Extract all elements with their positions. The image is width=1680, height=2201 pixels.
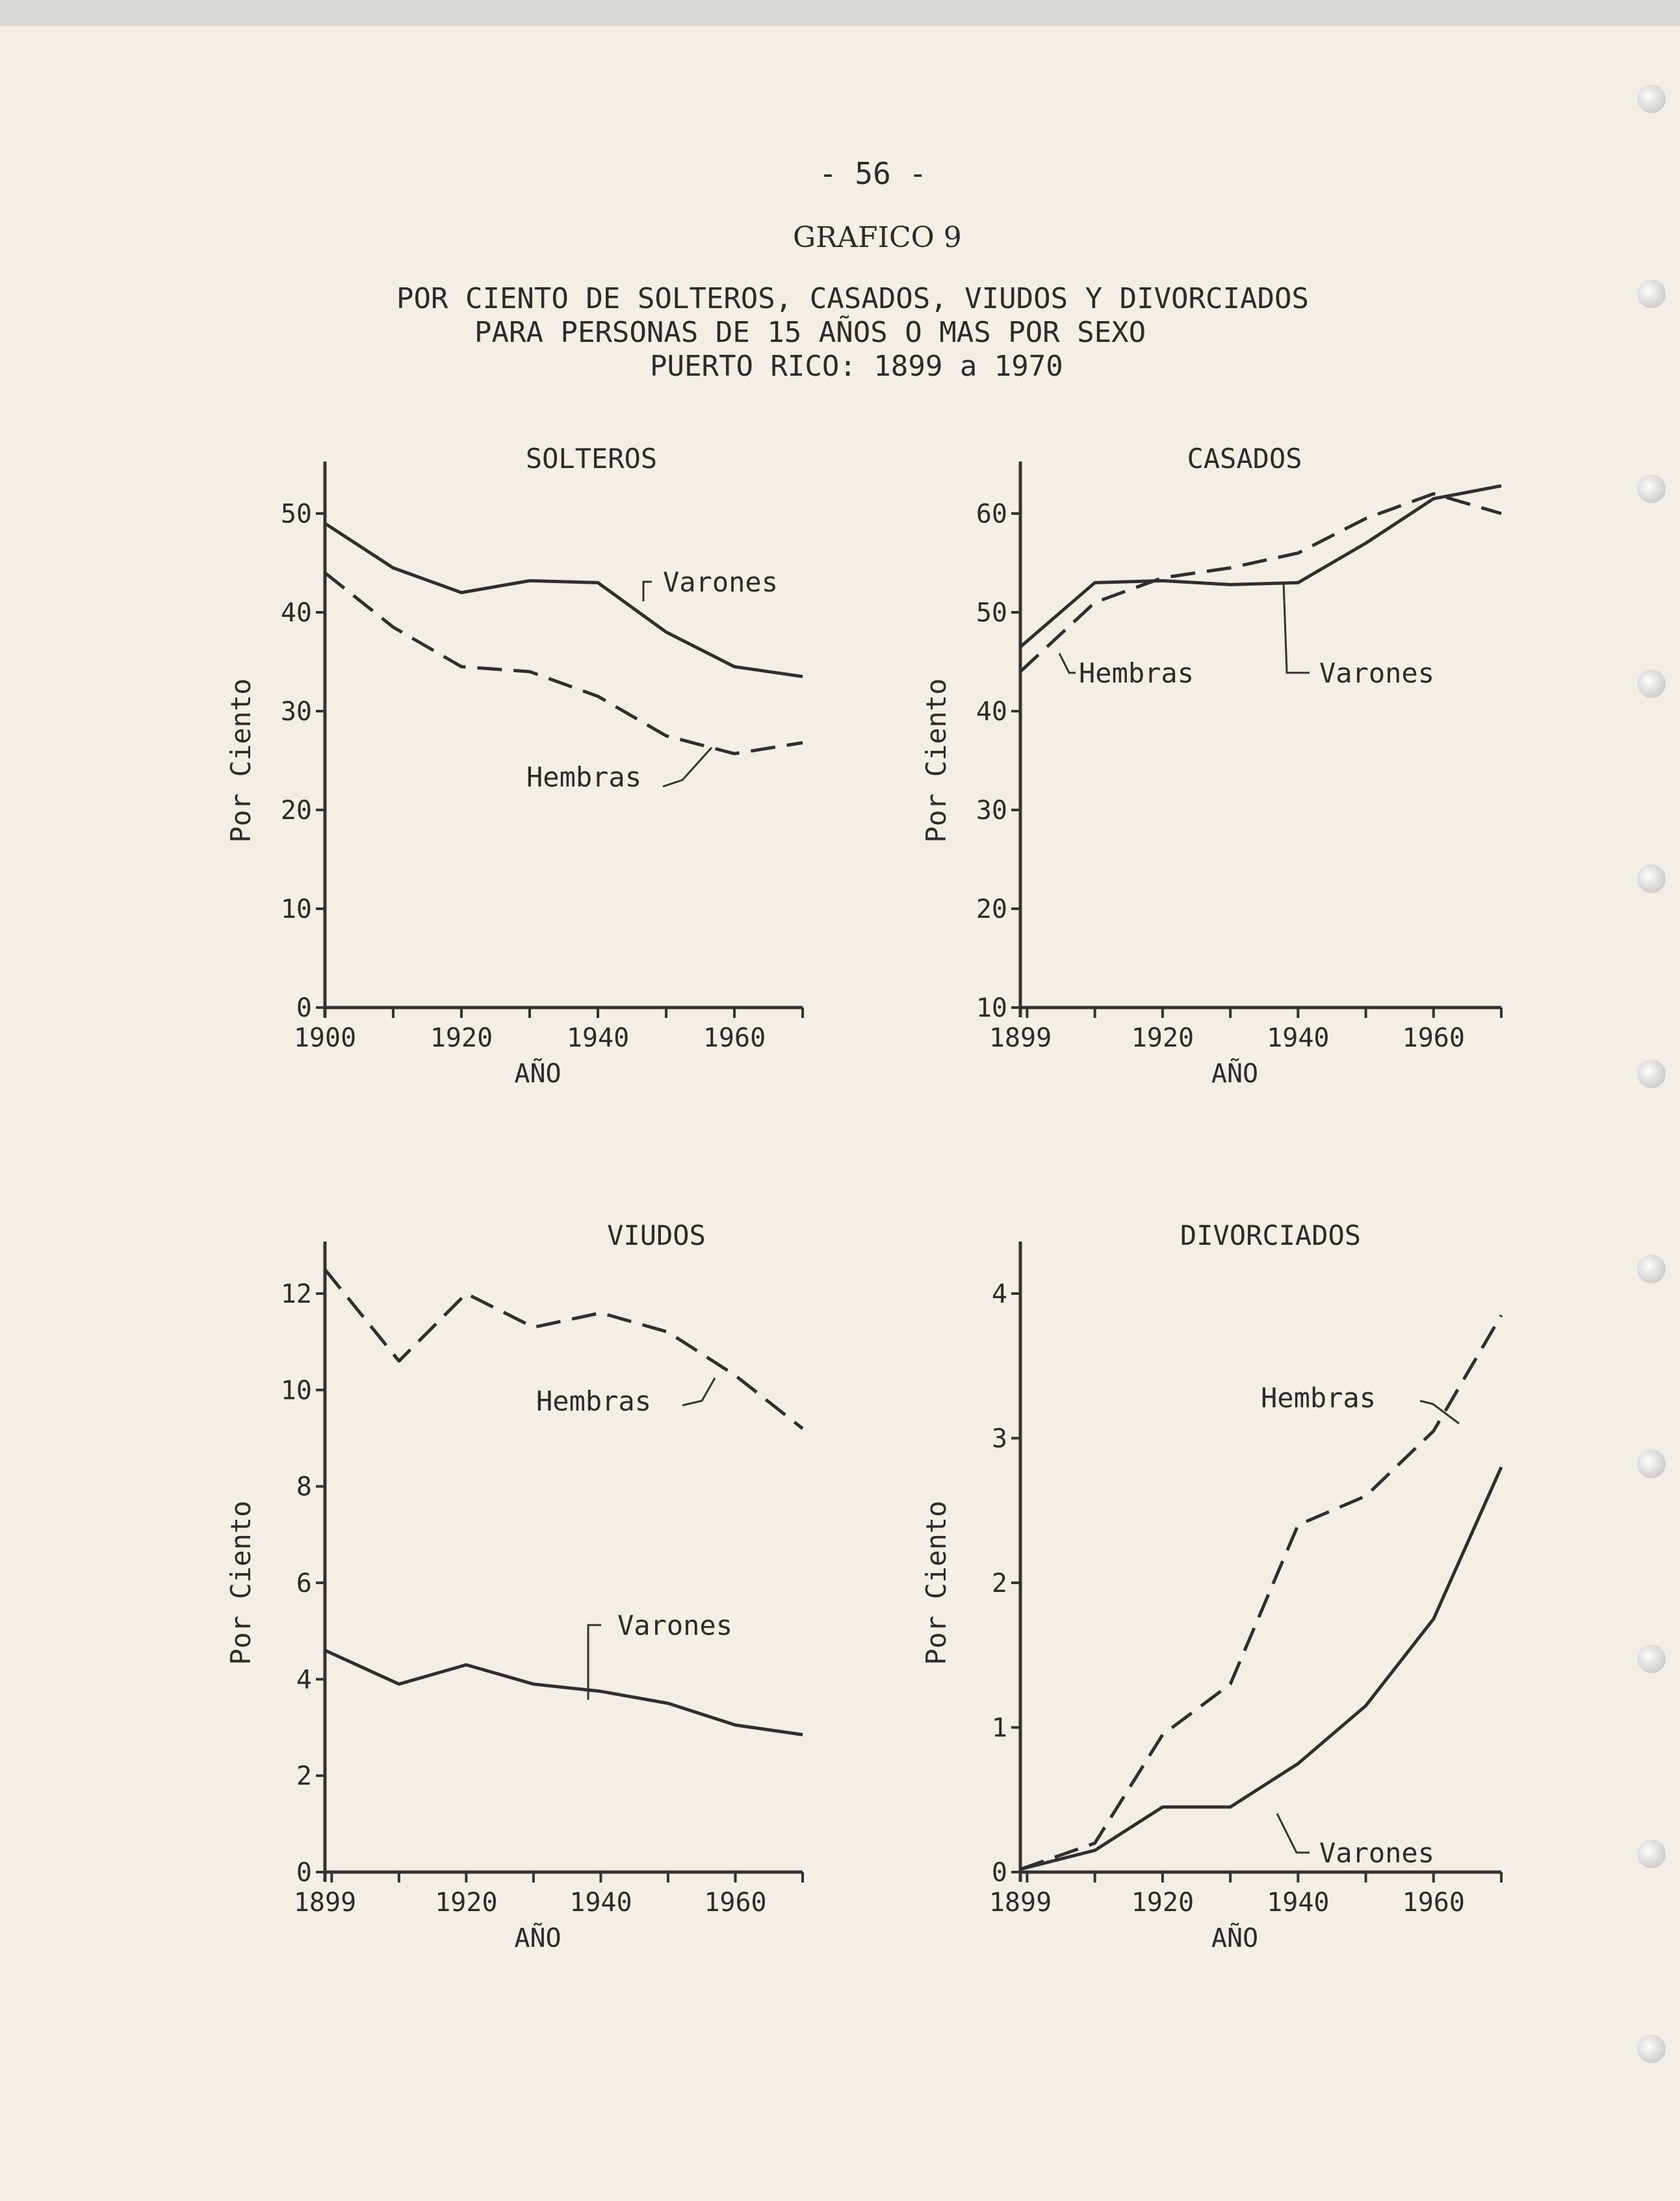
y-tick-label: 3: [991, 1424, 1007, 1454]
y-axis-label: Por Ciento: [920, 678, 952, 843]
series-label-hembras: Hembras: [1261, 1382, 1376, 1414]
series-label-varones: Varones: [1319, 657, 1435, 689]
series-line-varones: [1020, 486, 1501, 647]
page-number: - 56 -: [819, 156, 927, 191]
x-tick-label: 1899: [293, 1888, 357, 1918]
leader-line: [1284, 582, 1310, 673]
x-tick-label: 1940: [1267, 1023, 1330, 1053]
leader-line: [682, 1378, 715, 1405]
chart-title: SOLTEROS: [525, 443, 658, 475]
series-line-varones: [325, 523, 803, 677]
chart-solteros: [225, 443, 803, 1089]
y-tick-label: 40: [280, 598, 312, 628]
y-tick-label: 0: [296, 993, 312, 1023]
leader-line: [1059, 653, 1076, 673]
chart-title: CASADOS: [1187, 443, 1302, 475]
y-tick-label: 20: [280, 796, 312, 826]
series-label-hembras: Hembras: [536, 1385, 652, 1417]
y-tick-label: 4: [296, 1665, 312, 1695]
chart-divorciados: [920, 1219, 1501, 1953]
y-axis-label: Por Ciento: [920, 1500, 952, 1665]
y-tick-label: 2: [296, 1761, 312, 1791]
y-tick-label: 50: [280, 499, 312, 529]
x-tick-label: 1920: [1131, 1888, 1195, 1918]
chart-casados: [920, 443, 1501, 1089]
series-label-varones: Varones: [617, 1609, 733, 1641]
x-tick-label: 1899: [989, 1023, 1052, 1053]
y-tick-label: 8: [296, 1472, 312, 1502]
figure-heading: GRAFICO 9: [793, 221, 962, 254]
leader-line: [1277, 1814, 1310, 1853]
figure-title-line-3: PUERTO RICO: 1899 a 1970: [650, 350, 1063, 383]
x-tick-label: 1920: [430, 1023, 493, 1053]
y-tick-label: 30: [976, 796, 1007, 826]
x-tick-label: 1960: [704, 1888, 767, 1918]
x-tick-label: 1960: [703, 1023, 766, 1053]
x-tick-label: 1920: [435, 1888, 498, 1918]
series-line-varones: [325, 1650, 803, 1735]
series-label-hembras: Hembras: [1079, 657, 1195, 689]
y-tick-label: 2: [991, 1569, 1007, 1598]
y-axis-label: Por Ciento: [225, 678, 257, 843]
y-tick-label: 12: [280, 1279, 312, 1309]
y-tick-label: 0: [296, 1858, 312, 1888]
leader-line: [643, 582, 652, 601]
y-tick-label: 1: [991, 1713, 1007, 1743]
x-axis-label: AÑO: [514, 1059, 562, 1089]
y-tick-label: 0: [991, 1858, 1007, 1888]
y-tick-label: 50: [976, 598, 1007, 628]
x-tick-label: 1899: [989, 1888, 1052, 1918]
series-line-varones: [1020, 1467, 1501, 1869]
leader-line: [663, 748, 712, 787]
y-tick-label: 20: [976, 894, 1007, 924]
series-label-hembras: Hembras: [526, 761, 642, 793]
x-tick-label: 1940: [1267, 1888, 1330, 1918]
y-axis-label: Por Ciento: [225, 1500, 257, 1665]
x-axis-label: AÑO: [514, 1923, 562, 1953]
series-label-varones: Varones: [1319, 1837, 1435, 1869]
y-tick-label: 30: [280, 697, 312, 727]
y-tick-label: 40: [976, 697, 1007, 727]
y-tick-label: 10: [280, 1375, 312, 1406]
figure-title-line-1: POR CIENTO DE SOLTEROS, CASADOS, VIUDOS Y DIVORCIADOS: [396, 282, 1309, 315]
chart-viudos: [225, 1219, 803, 1953]
x-tick-label: 1940: [569, 1888, 632, 1918]
x-axis-label: AÑO: [1211, 1923, 1259, 1953]
x-tick-label: 1960: [1402, 1888, 1465, 1918]
y-tick-label: 4: [991, 1279, 1007, 1309]
leader-line: [1420, 1401, 1459, 1424]
x-tick-label: 1940: [566, 1023, 630, 1053]
y-tick-label: 10: [976, 993, 1007, 1023]
x-tick-label: 1920: [1131, 1023, 1195, 1053]
x-tick-label: 1960: [1402, 1023, 1465, 1053]
x-axis-label: AÑO: [1211, 1059, 1259, 1089]
y-tick-label: 60: [976, 499, 1007, 529]
chart-title: DIVORCIADOS: [1180, 1219, 1362, 1251]
figure-title-line-2: PARA PERSONAS DE 15 AÑOS O MAS POR SEXO: [474, 316, 1146, 349]
chart-title: VIUDOS: [607, 1219, 706, 1251]
x-tick-label: 1900: [293, 1023, 357, 1053]
series-label-varones: Varones: [663, 566, 779, 598]
y-tick-label: 10: [280, 894, 312, 924]
y-tick-label: 6: [296, 1569, 312, 1598]
